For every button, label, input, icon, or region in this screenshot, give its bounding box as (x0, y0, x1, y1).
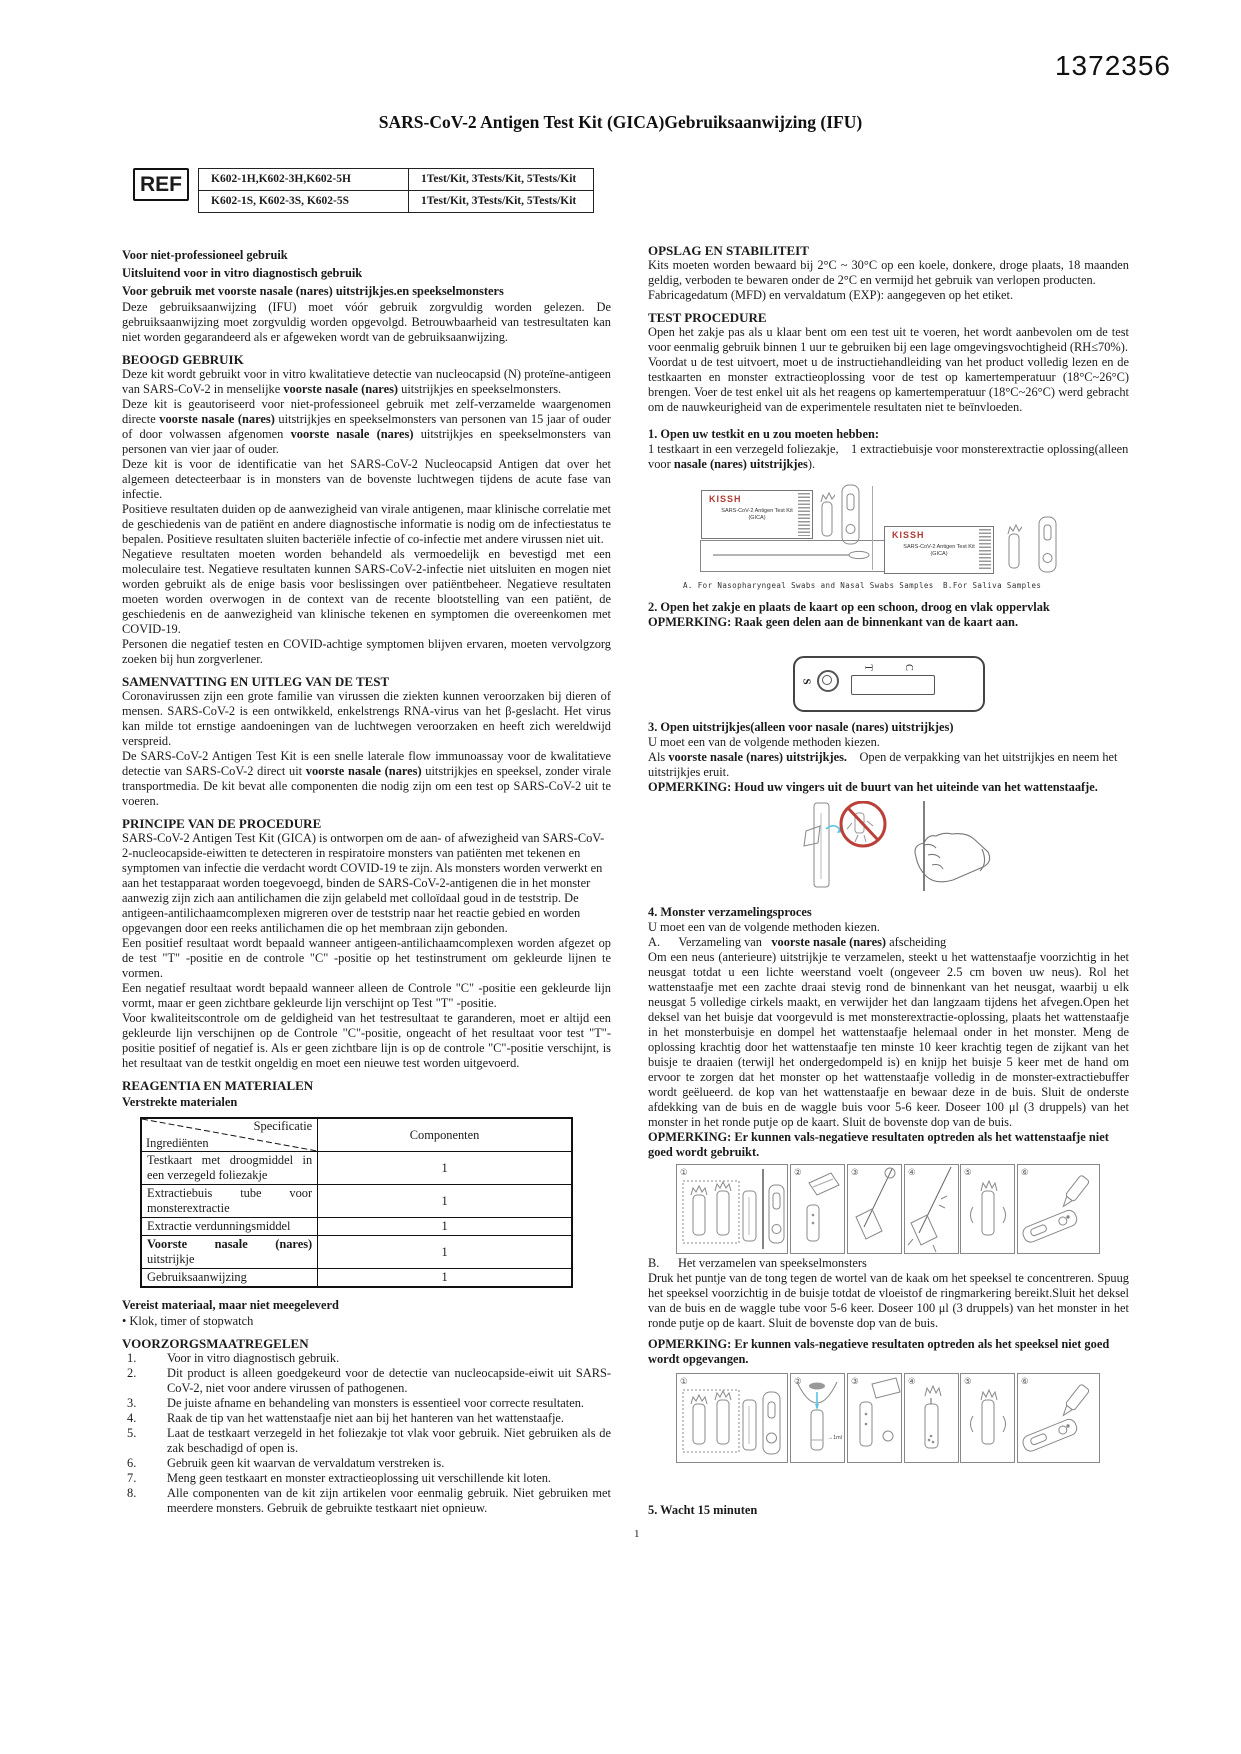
subheading-verstrekte-materialen: Verstrekte materialen (122, 1095, 238, 1109)
list-text: De juiste afname en behandeling van monsters is essentieel voor correcte resultaten. (167, 1396, 584, 1410)
figure-test-card (793, 656, 981, 708)
figure-nasal-steps (648, 1164, 1129, 1254)
list-number: 4. (127, 1411, 137, 1425)
list-number: 6. (127, 1456, 137, 1470)
step-2-note: OPMERKING: Raak geen delen aan de binnenkant van de kaart aan. (648, 615, 1019, 629)
ref-sizes: 1Test/Kit, 3Tests/Kit, 5Tests/Kit (409, 191, 594, 213)
paragraph: Deze kit is geautoriseerd voor niet-professioneel gebruik met zelf-verzamelde waargenomen directe voorste nasale (nares) uitstrijkjes en speekselmonsters van personen van 15 jaar of ouder of door volwassen afgenomen voorste nasale (nares) uitstrijkjes en speekselmonsters van personen van vier jaar of ouder. (122, 397, 611, 456)
ref-codes: K602-1H,K602-3H,K602-5H (199, 169, 409, 191)
method-b-heading: B. Het verzamelen van speekselmonsters (648, 1256, 867, 1270)
panel-number: ⑤ (964, 1168, 972, 1178)
step-5-heading: 5. Wacht 15 minuten (648, 1503, 758, 1517)
paragraph: SARS-CoV-2 Antigen Test Kit (GICA) is ontworpen om de aan- of afwezigheid van SARS-CoV-2-nucleocapside-eiwitten te detecteren in respiratoire monsters van patiënten met tekenen en symptomen van infectie die verdacht wordt COVID-19 te zijn. Als monsters worden verwerkt en aan het testapparaat worden toegevoegd, binden de SARS-CoV-2-antigenen die in het monster aanwezig zijn zich aan antilichamen die zijn gelabeld met colloïdaal goud in de teststrip. De antigeen-antilichaamcomplexen migreren over de teststrip naar het reactie gebied en worden opgevangen door een reeks antilichamen die op het membraan zijn gebonden. (122, 831, 605, 935)
use-statement-1: Voor niet-professioneel gebruik (122, 248, 288, 262)
extraction-tube-icon (1006, 522, 1022, 572)
paragraph: Positieve resultaten duiden op de aanwezigheid van virale antigenen, maar klinische correlatie met de geschiedenis van de patiënt en andere diagnostische informatie is nodig om de infectiestatus te bepalen. Positieve resultaten sluiten bacteriële infectie of co-infectie met andere virussen niet uit. (122, 502, 611, 546)
do-not-touch-icon (841, 802, 885, 846)
drop-on-card-icon (1018, 1165, 1099, 1253)
step-panel-6 (1017, 1164, 1100, 1254)
stir-swab-icon (905, 1165, 958, 1253)
page-number: 1 (634, 1528, 640, 1540)
open-swab-icon (791, 1165, 844, 1253)
table-row (141, 1185, 572, 1218)
squeeze-tube-icon (961, 1165, 1014, 1253)
step-panel-3 (847, 1164, 902, 1254)
tube-and-pack-icon (848, 1374, 901, 1462)
list-item (122, 1471, 611, 1486)
table-row (141, 1218, 572, 1236)
paragraph: De SARS-CoV-2 Antigen Test Kit is een snelle laterale flow immunoassay voor de kwalitatieve detectie van SARS-CoV-2 direct uit voorste nasale (nares) uitstrijkjes en speeksel, zonder virale transportmedia. De kit bevat alle componenten die nodig zijn om een test op SARS-CoV-2 uit te voeren. (122, 749, 611, 808)
use-statement-3: Voor gebruik met voorste nasale (nares) uitstrijkjes.en speekselmonsters (122, 284, 504, 298)
list-item (122, 1351, 611, 1366)
heading-reagentia: REAGENTIA EN MATERIALEN (122, 1078, 314, 1093)
sample-well-label: S (800, 678, 813, 685)
material-name: Extractiebuis tube voor monsterextractie (141, 1185, 318, 1218)
figure-caption-b: B.For Saliva Samples (943, 581, 1042, 590)
header-specificatie: Specificatie (253, 1119, 313, 1133)
material-name: Gebruiksaanwijzing (141, 1269, 318, 1288)
swab-icon (701, 541, 882, 569)
paragraph: U moet een van de volgende methoden kiezen. (648, 920, 880, 934)
material-name: Voorste nasale (nares) uitstrijkje (141, 1236, 318, 1269)
step-panel-4 (904, 1373, 959, 1463)
result-window (851, 675, 935, 695)
foil-stripes (979, 529, 991, 571)
materials-table (140, 1117, 573, 1288)
list-item (122, 1366, 611, 1396)
panel-number: ⑥ (1021, 1377, 1029, 1387)
paragraph: Een positief resultaat wordt bepaald wanneer antigeen-antilichaamcomplexen worden afgezet op de test "T" -positie en de controle "C" -positie op het testinstrument om gekleurde lijnen te vormen. (122, 936, 611, 980)
step-panel-6 (1017, 1373, 1100, 1463)
sample-well-inner (822, 675, 832, 685)
paragraph: Deze kit wordt gebruikt voor in vitro kwalitatieve detectie van nucleocapsid (N) proteïne-antigeen van SARS-CoV-2 in menselijke voorste nasale (nares) uitstrijkjes en speekselmonsters. (122, 367, 611, 396)
list-number: 1. (127, 1351, 137, 1365)
test-card-pouch-icon (841, 484, 861, 546)
list-number: 3. (127, 1396, 137, 1410)
document-number: 1372356 (1054, 50, 1171, 81)
use-statement-2: Uitsluitend voor in vitro diagnostisch gebruik (122, 266, 363, 280)
paragraph: Voordat u de test uitvoert, moet u de instructiehandleiding van het product volledig lezen en de testkaarten en monster extractieoplossing voor de test op kamertemperatuur (18°C~26°C) brengen. Voer de test enkel uit als het reagens op kamertemperatuur (18°C~26°C) werd gebracht om de nauwkeurigheid van de experimentele resultaten niet te beïnvloeden. (648, 355, 1129, 414)
figure-caption-a: A. For Nasopharyngeal Swabs and Nasal Swabs Samples (683, 581, 934, 590)
brand-logo: KISSH (709, 494, 742, 504)
right-column (648, 243, 1132, 1518)
kit-items-icon (677, 1165, 787, 1253)
heading-test-procedure: TEST PROCEDURE (648, 310, 767, 325)
heading-principe: PRINCIPE VAN DE PROCEDURE (122, 816, 322, 831)
extraction-tube-icon (819, 490, 835, 540)
step-panel-3 (847, 1373, 902, 1463)
test-cassette (793, 656, 985, 712)
step-panel-5 (960, 1164, 1015, 1254)
heading-voorzorgsmaatregelen: VOORZORGSMAATREGELEN (122, 1336, 309, 1351)
squeeze-tube-icon (961, 1374, 1014, 1462)
brand-logo: KISSH (892, 530, 925, 540)
peel-arrow-icon (826, 826, 840, 830)
paragraph: U moet een van de volgende methoden kiezen. (648, 735, 880, 749)
kit-box-label: SARS-CoV-2 Antigen Test Kit (GICA) (903, 544, 975, 557)
ref-codes: K602-1S, K602-3S, K602-5S (199, 191, 409, 213)
list-item (122, 1411, 611, 1426)
left-column (122, 246, 611, 1516)
kit-box-label: SARS-CoV-2 Antigen Test Kit (GICA) (721, 508, 793, 521)
material-qty: 1 (318, 1269, 572, 1288)
kit-items-icon (677, 1374, 787, 1462)
step-2-heading: 2. Open het zakje en plaats de kaart op een schoon, droog en vlak oppervlak (648, 600, 1050, 614)
sample-well (817, 670, 839, 692)
heading-opslag: OPSLAG EN STABILITEIT (648, 243, 809, 258)
step-4-note: OPMERKING: Er kunnen vals-negatieve resultaten optreden als het wattenstaafje niet goed wordt gebruikt. (648, 1130, 1109, 1159)
test-line-label: T (862, 664, 874, 671)
swab-into-tube-icon (848, 1165, 901, 1253)
kit-box-saliva (884, 526, 994, 574)
table-row (141, 1118, 572, 1152)
panel-number: ⑥ (1021, 1168, 1029, 1178)
paragraph: Als voorste nasale (nares) uitstrijkjes. Open de verpakking van het uitstrijkjes en neem het uitstrijkjes eruit. (648, 750, 1121, 779)
paragraph: Open het zakje pas als u klaar bent om een test uit te voeren, het wordt aanbevolen om de test voor eenmalig gebruik binnen 1 uur te gebruiken bij een lage omgevingsvochtigheid (RH≤70%). (648, 325, 1129, 354)
step-panel-5 (960, 1373, 1015, 1463)
ref-block (133, 168, 594, 213)
panel-number: ② (794, 1377, 802, 1387)
panel-number: ⑤ (964, 1377, 972, 1387)
panel-number: ③ (851, 1377, 859, 1387)
paragraph: Om een neus (anterieure) uitstrijkje te verzamelen, steekt u het wattenstaafje voorzichtig in het neusgat totdat u een lichte weerstand voelt (ongeveer 2.5 cm boven uw neus). Rol het wattenstaafje met een zachte draai stevig rond de binnenkant van het neusgat, waarbij u elk neusgat 5 volledige cirkels maakt, en verwijder het dan langzaam tijdens het afvegen.Open het deksel van het buisje dat voorgevuld is met monsterextractie-oplossing, plaats het wattenstaafje in het monsterbuisje en dompel het wattenstaafje helemaal onder in het monster. Meng de oplossing krachtig door het wattenstaafje ten minste 10 keer krachtig tegen de zijkant van het buisje te draaien (terwijl het ondergedompeld is) en knijp het buisje 5 keer met de hand om ervoor te zorgen dat het monster op het wattenstaafje volledig in de monster-extractiebuffer wordt geëlueerd. de kop van het wattenstaafje en bewaar deze in de buis. Sluit de onderste afdekking van de buis en de waggle buis voor 5-6 keer. Doseer 100 μl (3 druppels) van het monster in het ronde putje op de kaart. Sluit de bovenste dop van de buis. (648, 950, 1129, 1129)
paragraph: Een negatief resultaat wordt bepaald wanneer alleen de Controle "C" -positie een gekleurde lijn vormt, maar er geen zichtbare gekleurde lijn verschijnt op Test "T" -positie. (122, 981, 611, 1010)
step-panel-4 (904, 1164, 959, 1254)
panel-number: ① (680, 1168, 688, 1178)
list-number: 8. (127, 1486, 137, 1500)
paragraph: Coronavirussen zijn een grote familie van virussen die ziekten kunnen veroorzaken bij dieren of mensen. SARS-CoV-2 is een ontwikkeld, enkelstrengs RNA-virus van het β-geslacht. Het virus kan milde tot ernstige aandoeningen van de luchtwegen veroorzaken en heeft zich wereldwijd verspreid. (122, 689, 611, 748)
drop-on-card-icon (1018, 1374, 1099, 1462)
list-text: Alle componenten van de kit zijn artikelen voor eenmalig gebruik. Niet gebruiken met meerdere monsters. Gebruik de gebruikte testkaart niet opnieuw. (167, 1486, 611, 1515)
figure-swab-handling (648, 801, 1129, 901)
step-panel-2 (790, 1164, 845, 1254)
ref-sizes: 1Test/Kit, 3Tests/Kit, 5Tests/Kit (409, 169, 594, 191)
list-text: Raak de tip van het wattenstaafje niet aan bij het hanteren van het wattenstaafje. (167, 1411, 565, 1425)
list-item (122, 1456, 611, 1471)
swab-wrapper-icon (804, 803, 829, 887)
list-text: Gebruik geen kit waarvan de vervaldatum verstreken is. (167, 1456, 445, 1470)
list-text: Dit product is alleen goedgekeurd voor de detectie van nucleocapside-eiwit uit SARS-CoV-2, niet voor andere virussen of pathogenen. (167, 1366, 611, 1395)
list-text: Laat de testkaart verzegeld in het foliezakje tot vlak voor gebruik. Niet gebruiken als de zak beschadigd of open is. (167, 1426, 611, 1455)
step-1-heading: 1. Open uw testkit en u zou moeten hebben: (648, 427, 879, 441)
spit-into-tube-icon (791, 1374, 844, 1462)
panel-number: ③ (851, 1168, 859, 1178)
panel-number: ④ (908, 1377, 916, 1387)
swab-box (700, 540, 885, 572)
control-line-label: C (902, 664, 914, 671)
header-ingredienten: Ingrediënten (146, 1136, 209, 1150)
panel-number: ② (794, 1168, 802, 1178)
foil-stripes (798, 493, 810, 536)
figure-divider (872, 486, 873, 570)
method-a-heading: A. Verzameling van voorste nasale (nares) afscheiding (648, 935, 947, 949)
ref-table (198, 168, 594, 213)
material-qty: 1 (318, 1218, 572, 1236)
table-row (141, 1236, 572, 1269)
list-number: 5. (127, 1426, 137, 1440)
list-number: 7. (127, 1471, 137, 1485)
step-4-heading: 4. Monster verzamelingsproces (648, 905, 812, 919)
paragraph: Personen die negatief testen en COVID-achtige symptomen blijven ervaren, moeten vervolgzorg zoeken bij hun zorgverlener. (122, 637, 611, 666)
step-panel-1 (676, 1164, 788, 1254)
bullet-klok: • Klok, timer of stopwatch (122, 1314, 254, 1328)
material-qty: 1 (318, 1236, 572, 1269)
material-name: Testkaart met droogmiddel in een verzegeld foliezakje (141, 1152, 318, 1185)
material-name: Extractie verdunningsmiddel (141, 1218, 318, 1236)
step-3-heading: 3. Open uitstrijkjes(alleen voor nasale (nares) uitstrijkjes) (648, 720, 954, 734)
list-item (122, 1426, 611, 1456)
test-card-pouch-icon (1038, 516, 1058, 574)
step-3-note: OPMERKING: Houd uw vingers uit de buurt van het uiteinde van het wattenstaafje. (648, 780, 1098, 794)
step-panel-1 (676, 1373, 788, 1463)
step-1-paragraph: 1 testkaart in een verzegeld foliezakje, 1 extractiebuisje voor monsterextractie oplossing(alleen voor nasale (nares) uitstrijkjes). (648, 442, 1132, 471)
table-row (141, 1269, 572, 1288)
ref-symbol: REF (133, 168, 189, 201)
materials-header-diagonal (141, 1118, 318, 1152)
paragraph: Druk het puntje van de tong tegen de wortel van de kaak om het speeksel te concentreren. Spuug het speeksel voorzichtig in de buisje totdat de vloeistof de ringmarkering bereikt.Sluit het deksel van de buis en de waggle tube voor 5-6 keer. Doseer 100 μl (3 druppels) van het monster in het ronde putje op de kaart. Sluit de bovenste dop van de buis. (648, 1271, 1129, 1330)
list-text: Voor in vitro diagnostisch gebruik. (167, 1351, 340, 1365)
table-row (199, 169, 594, 191)
panel-number: ① (680, 1377, 688, 1387)
table-row (141, 1152, 572, 1185)
material-qty: 1 (318, 1152, 572, 1185)
step-panel-2 (790, 1373, 845, 1463)
list-text: Meng geen testkaart en monster extractieoplossing uit verschillende kit loten. (167, 1471, 552, 1485)
material-qty: 1 (318, 1185, 572, 1218)
heading-beoogd-gebruik: BEOOGD GEBRUIK (122, 352, 244, 367)
intro-paragraph: Deze gebruiksaanwijzing (IFU) moet vóór gebruik zorgvuldig worden gelezen. De gebruiksaanwijzing moet zorgvuldig worden opgevolgd. Betrouwbaarheid van testresultaten kan niet worden gegarandeerd als er afgeweken wordt van de gebruiksaanwijzing. (122, 300, 611, 344)
paragraph: Kits moeten worden bewaard bij 2°C ~ 30°C op een koele, donkere, droge plaats, 18 maanden geldig, verboden te bewaren onder de 2°C en vermijd het gebruik van verlopen producten. (648, 258, 1129, 287)
table-row (199, 191, 594, 213)
figure-kit-contents (648, 482, 1129, 594)
paragraph: Negatieve resultaten moeten worden behandeld als vermoedelijk en bevestigd met een moleculaire test. Negatieve resultaten kunnen SARS-CoV-2-infectie niet uitsluiten en mogen niet worden gebruikt als de enige basis voor beslissingen over patiëntbeheer. Negatieve resultaten moeten worden overwogen in de context van de recente blootstelling van een patiënt, de geschiedenis en de aanwezigheid van klinische tekenen en symptomen die overeenkomen met COVID-19. (122, 547, 611, 636)
kit-box-nasal (701, 490, 813, 539)
paragraph: Fabricagedatum (MFD) en vervaldatum (EXP): aangegeven op het etiket. (648, 288, 1014, 302)
panel-number: ④ (908, 1168, 916, 1178)
subheading-vereist-materiaal: Vereist materiaal, maar niet meegeleverd (122, 1298, 339, 1312)
header-componenten: Componenten (318, 1118, 572, 1152)
heading-samenvatting: SAMENVATTING EN UITLEG VAN DE TEST (122, 674, 390, 689)
hand-holding-swab-icon (915, 801, 990, 891)
paragraph: Deze kit is voor de identificatie van het SARS-CoV-2 Nucleocapsid Antigen dat over het algemeen detecteerbaar is in monsters van de bovenste luchtwegen tijdens de acute fase van infectie. (122, 457, 611, 501)
list-item (122, 1396, 611, 1411)
page-title: SARS-CoV-2 Antigen Test Kit (GICA)Gebruiksaanwijzing (IFU) (378, 112, 863, 132)
paragraph: Voor kwaliteitscontrole om de geldigheid van het testresultaat te garanderen, moet er altijd een gekleurde lijn verschijnen op de Controle "C"-positie, ongeacht of het resultaat voor test "T"-positie positief of negatief is. Als er geen zichtbare lijn is op de controle "C"-positie verschijnt, is het resultaat van de testkit ongeldig en moet een nieuwe test worden uitgevoerd. (122, 1011, 611, 1070)
figure-saliva-steps (648, 1373, 1129, 1463)
step-4b-note: OPMERKING: Er kunnen vals-negatieve resultaten optreden als het speeksel niet goed wordt opgevangen. (648, 1337, 1110, 1366)
list-number: 2. (127, 1366, 137, 1380)
cap-tube-icon (905, 1374, 958, 1462)
volume-mark-label: →1ml (827, 1435, 842, 1441)
list-item (122, 1486, 611, 1516)
